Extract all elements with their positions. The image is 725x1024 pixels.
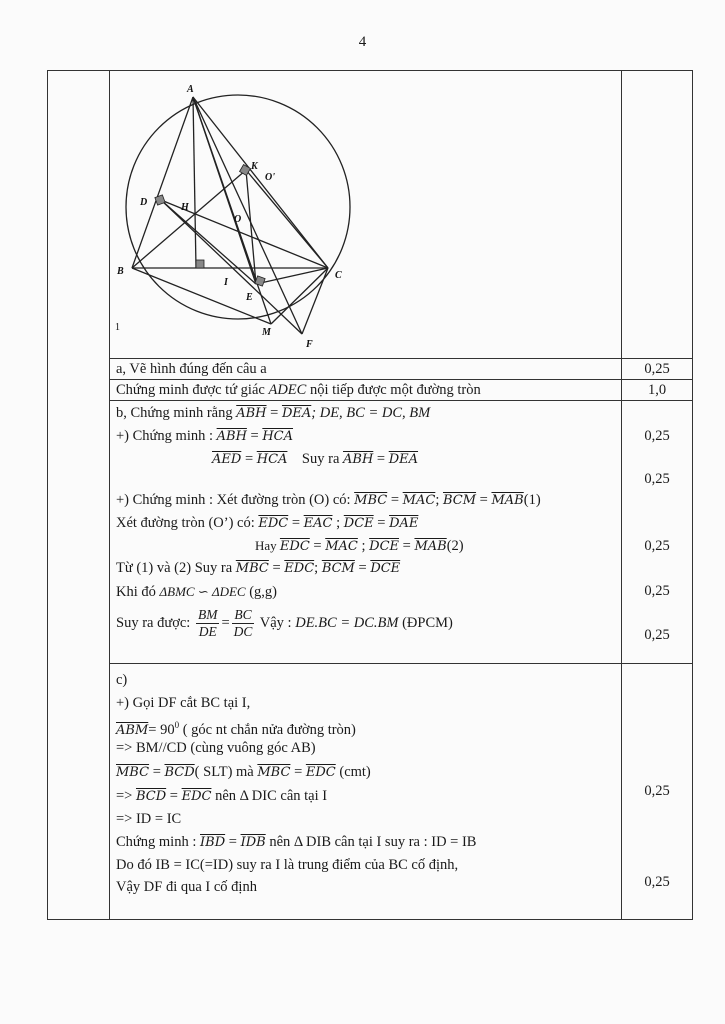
- label-i: I: [224, 277, 228, 288]
- c-line-8: Do đó IB = IC(=ID) suy ra I là trung điểm của BC cố định,: [116, 857, 459, 873]
- c-line-0: c): [116, 672, 128, 688]
- label-e: E: [246, 292, 253, 303]
- row-divider: [109, 379, 693, 380]
- b-line-2: +) Chứng minh : $\overline{ABH} = \overline{HCA}$: [116, 428, 294, 444]
- row-adec-text: Chứng minh được tứ giác ADEC nội tiếp được một đường tròn: [116, 382, 481, 398]
- row-divider: [109, 663, 693, 664]
- c-score-2: 0,25: [644, 874, 670, 890]
- label-a: A: [187, 84, 194, 95]
- c-line-2: $\overline{ABM}= 90^0$ ( góc nt chắn nửa đường tròn): [116, 720, 356, 738]
- b-line-3: $\overline{AED} = \overline{HCA}$ Suy ra $\overline{ABH} = \overline{DEA}$: [212, 451, 419, 467]
- c-line-7: Chứng minh : $\overline{IBD} = \overline{IDB}$ nên Δ DIB cân tại I suy ra : ID = IB: [116, 834, 477, 850]
- stray-mark: 1: [115, 322, 120, 333]
- b-score-5: 0,25: [644, 627, 670, 643]
- circle-o: [126, 95, 350, 319]
- c-line-3: => BM//CD (cùng vuông góc AB): [116, 740, 316, 756]
- page-number: 4: [358, 34, 367, 50]
- label-d: D: [140, 197, 148, 208]
- b-line-7: Từ (1) và (2) Suy ra $\overline{MBC} = \overline{EDC}$; $\overline{BCM} = \overline{DCE}$: [116, 560, 401, 576]
- label-o-prime: O': [265, 172, 275, 183]
- b-score-3: 0,25: [644, 538, 670, 554]
- b-line-6: Hay $\overline{EDC} = \overline{MAC}$ ; $\overline{DCE} = \overline{MAB}(2)$: [255, 538, 464, 554]
- row-divider: [109, 358, 693, 359]
- label-h: H: [181, 202, 189, 213]
- label-f: F: [306, 339, 313, 350]
- b-line-9: Suy ra được: $\frac{BM}{DE}$ = $\frac{BC}{DC}$ Vậy : DE.BC = DC.BM (ĐPCM): [116, 607, 453, 640]
- b-line-1: b, Chứng minh rằng $\overline{ABH} = \overline{DEA}$; DE, BC = DC, BM: [116, 405, 431, 421]
- row-adec-score: 1,0: [647, 382, 667, 398]
- label-o: O: [234, 214, 242, 225]
- b-score-2: 0,25: [644, 471, 670, 487]
- b-line-4: +) Chứng minh : Xét đường tròn (O) có: $\overline{MBC} = \overline{MAC}$; $\overline{BCM} = \overline{MAB}(1)$: [116, 492, 541, 508]
- label-k: K: [251, 161, 258, 172]
- row-a-score: 0,25: [644, 361, 670, 377]
- row-a-text: a, Vẽ hình đúng đến câu a: [116, 361, 267, 377]
- row-divider: [109, 400, 693, 401]
- c-score-1: 0,25: [644, 783, 670, 799]
- label-c: C: [335, 270, 342, 281]
- c-line-4: $\overline{MBC} = \overline{BCD}$( SLT) mà $\overline{MBC} = \overline{EDC}$ (cmt): [116, 764, 371, 780]
- b-score-1: 0,25: [644, 428, 670, 444]
- label-m: M: [262, 327, 271, 338]
- column-divider-left: [109, 70, 110, 920]
- geometry-figure: [111, 72, 620, 358]
- b-line-5: Xét đường tròn (O’) có: $\overline{EDC} = \overline{EAC}$ ; $\overline{DCE} = \overline{DAE}$: [116, 515, 419, 531]
- label-b: B: [117, 266, 124, 277]
- c-line-5: => $\overline{BCD} = \overline{EDC}$ nên Δ DIC cân tại I: [116, 788, 328, 804]
- b-score-4: 0,25: [644, 583, 670, 599]
- b-line-8: Khi đó ΔBMC ∽ ΔDEC (g,g): [116, 584, 278, 600]
- c-line-1: +) Gọi DF cắt BC tại I,: [116, 695, 251, 711]
- c-line-9: Vậy DF đi qua I cố định: [116, 879, 257, 895]
- c-line-6: => ID = IC: [116, 811, 182, 827]
